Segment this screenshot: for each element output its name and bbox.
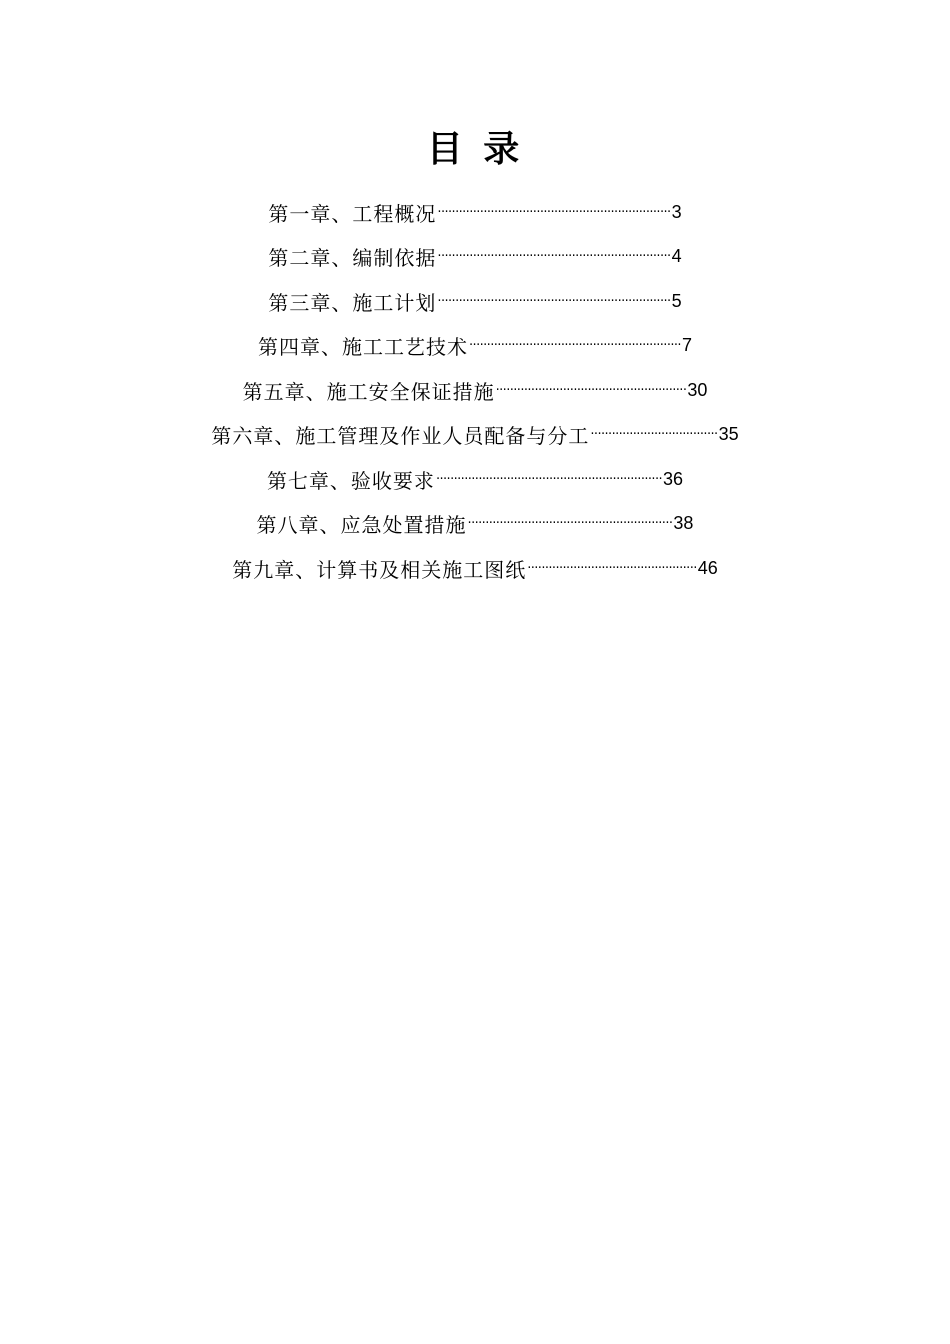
- toc-entry-chapter-6[interactable]: [0, 413, 950, 458]
- toc-page-number: 3: [671, 201, 682, 222]
- toc-entry-label: 第三章、施工计划: [268, 290, 437, 315]
- toc-dot-leader: ··································································: [437, 204, 671, 220]
- toc-entry-label: 第一章、工程概况: [268, 201, 437, 226]
- toc-entry-chapter-5[interactable]: [0, 368, 950, 413]
- toc-dot-leader: ····························································: [469, 338, 681, 354]
- toc-entry-chapter-1[interactable]: [0, 190, 950, 235]
- toc-entry-label: 第四章、施工工艺技术: [258, 335, 469, 360]
- toc-entry-label: 第八章、应急处置措施: [256, 513, 467, 538]
- toc-entry-label: 第二章、编制依据: [268, 246, 437, 271]
- toc-entry-chapter-3[interactable]: [0, 279, 950, 324]
- toc-dot-leader: ································································: [435, 471, 663, 487]
- toc-dot-leader: ··························································: [467, 516, 673, 532]
- toc-title: 目 录: [426, 129, 524, 170]
- toc-entry-label: 第六章、施工管理及作业人员配备与分工: [211, 424, 590, 449]
- toc-dot-leader: ····································: [590, 427, 718, 443]
- toc-list: [0, 190, 950, 591]
- toc-page-number: 30: [687, 379, 708, 400]
- toc-entry-chapter-4[interactable]: [0, 324, 950, 369]
- toc-entry-chapter-7[interactable]: [0, 457, 950, 502]
- toc-page-number: 38: [673, 513, 694, 534]
- toc-entry-chapter-2[interactable]: [0, 235, 950, 280]
- toc-entry-label: 第五章、施工安全保证措施: [242, 379, 495, 404]
- toc-page-number: 35: [718, 424, 739, 445]
- toc-entry-chapter-9[interactable]: [0, 546, 950, 591]
- toc-entry-label: 第九章、计算书及相关施工图纸: [232, 557, 527, 582]
- toc-dot-leader: ······················································: [495, 382, 687, 398]
- toc-entry-chapter-8[interactable]: [0, 502, 950, 547]
- toc-dot-leader: ················································: [527, 560, 697, 576]
- toc-dot-leader: ··································································: [437, 249, 671, 265]
- toc-page-number: 36: [663, 468, 684, 489]
- toc-entry-label: 第七章、验收要求: [266, 468, 435, 493]
- toc-dot-leader: ··································································: [437, 293, 671, 309]
- toc-page-number: 4: [671, 246, 682, 267]
- toc-page-number: 7: [681, 335, 692, 356]
- toc-page-number: 46: [697, 557, 718, 578]
- toc-page-number: 5: [671, 290, 682, 311]
